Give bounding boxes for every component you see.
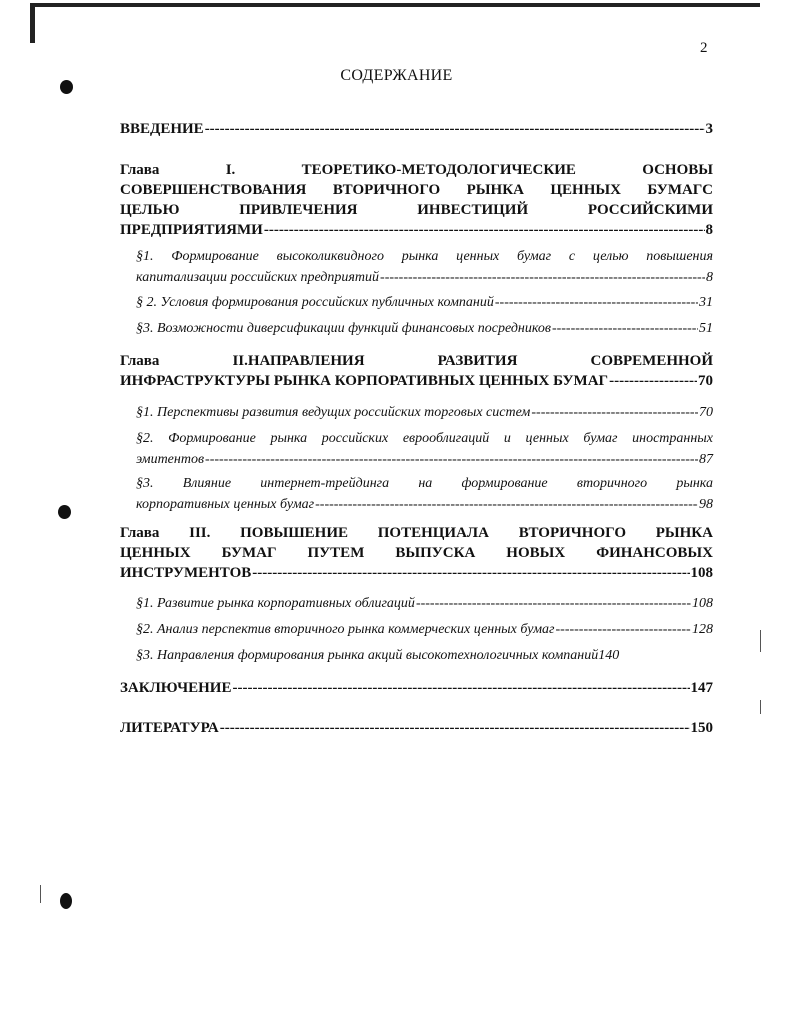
punch-hole-mark bbox=[58, 505, 71, 519]
entry-page: 128 bbox=[692, 622, 713, 637]
entry-title-line: ЦЕЛЬЮ ПРИВЛЕЧЕНИЯ ИНВЕСТИЦИЙ РОССИЙСКИМИ bbox=[120, 202, 713, 218]
toc-entry-conclusion[interactable] bbox=[120, 678, 713, 698]
entry-page: 51 bbox=[699, 321, 713, 336]
toc-entry-ch3-section-3[interactable] bbox=[136, 645, 713, 666]
entry-page: 70 bbox=[698, 373, 713, 389]
dot-leader bbox=[609, 371, 697, 391]
toc-heading: СОДЕРЖАНИЕ bbox=[340, 67, 453, 84]
entry-page: 8 bbox=[705, 222, 713, 238]
entry-title: §3. Направления формирования рынка акций высокотехнологичных компаний bbox=[136, 648, 599, 663]
dot-leader bbox=[252, 563, 689, 583]
entry-title-line: §2. Формирование рынка российских еврооблигаций и ценных бумаг иностранных bbox=[136, 431, 713, 446]
entry-title: §2. Анализ перспектив вторичного рынка коммерческих ценных бумаг bbox=[136, 622, 555, 637]
entry-page: 108 bbox=[690, 565, 713, 581]
scan-mark bbox=[760, 700, 761, 714]
entry-page: 87 bbox=[699, 452, 713, 467]
entry-title-line: эмитентов bbox=[136, 452, 205, 467]
entry-page: 31 bbox=[699, 295, 713, 310]
entry-page: 147 bbox=[690, 680, 713, 696]
entry-title: § 2. Условия формирования российских публичных компаний bbox=[136, 295, 494, 310]
entry-title-line: капитализации российских предприятий bbox=[136, 270, 380, 285]
dot-leader bbox=[264, 220, 705, 240]
page-number: 2 bbox=[700, 40, 708, 56]
toc-entry-ch1-section-1[interactable] bbox=[136, 246, 713, 288]
scan-mark bbox=[40, 885, 41, 903]
toc-entry-ch2-section-3[interactable] bbox=[136, 473, 713, 515]
entry-title: ЗАКЛЮЧЕНИЕ bbox=[120, 680, 232, 696]
dot-leader bbox=[315, 494, 698, 515]
entry-title-line: ИНФРАСТРУКТУРЫ РЫНКА КОРПОРАТИВНЫХ ЦЕННЫХ БУМАГ bbox=[120, 373, 609, 389]
entry-title-line: ИНСТРУМЕНТОВ bbox=[120, 565, 252, 581]
toc-entry-intro[interactable] bbox=[120, 119, 713, 139]
dot-leader bbox=[552, 318, 698, 339]
punch-hole-mark bbox=[60, 893, 72, 909]
dot-leader bbox=[205, 449, 698, 470]
scan-edge-top bbox=[30, 3, 760, 7]
toc-entry-ch2-section-2[interactable] bbox=[136, 428, 713, 470]
entry-title: ЛИТЕРАТУРА bbox=[120, 720, 219, 736]
toc-entry-ch1-section-2[interactable] bbox=[136, 292, 713, 313]
dot-leader bbox=[232, 678, 689, 698]
entry-page: 140 bbox=[598, 648, 620, 663]
toc-entry-ch1-section-3[interactable] bbox=[136, 318, 713, 339]
entry-title-line: Глава III. ПОВЫШЕНИЕ ПОТЕНЦИАЛА ВТОРИЧНОГО РЫНКА bbox=[120, 525, 713, 541]
entry-page: 3 bbox=[705, 121, 713, 137]
entry-title-line: Глава I. ТЕОРЕТИКО-МЕТОДОЛОГИЧЕСКИЕ ОСНОВЫ bbox=[120, 162, 713, 178]
entry-title: §1. Развитие рынка корпоративных облигаций bbox=[136, 596, 415, 611]
entry-page: 108 bbox=[692, 596, 713, 611]
toc-entry-chapter-2[interactable] bbox=[120, 351, 713, 391]
entry-title-line: корпоративных ценных бумаг bbox=[136, 497, 315, 512]
entry-page: 8 bbox=[706, 270, 713, 285]
toc-entry-ch2-section-1[interactable] bbox=[136, 402, 713, 423]
dot-leader bbox=[495, 292, 698, 313]
dot-leader bbox=[531, 402, 698, 423]
entry-title-line: ЦЕННЫХ БУМАГ ПУТЕМ ВЫПУСКА НОВЫХ ФИНАНСОВЫХ bbox=[120, 545, 713, 561]
scan-mark bbox=[760, 630, 761, 652]
entry-title: ВВЕДЕНИЕ bbox=[120, 121, 204, 137]
entry-title-line: СОВЕРШЕНСТВОВАНИЯ ВТОРИЧНОГО РЫНКА ЦЕННЫХ БУМАГС bbox=[120, 182, 713, 198]
entry-title-line: Глава II.НАПРАВЛЕНИЯ РАЗВИТИЯ СОВРЕМЕННОЙ bbox=[120, 353, 713, 369]
entry-title-line: §3. Влияние интернет-трейдинга на формирование вторичного рынка bbox=[136, 476, 713, 491]
toc-entry-chapter-1[interactable] bbox=[120, 160, 713, 240]
entry-title-line: ПРЕДПРИЯТИЯМИ bbox=[120, 222, 263, 238]
scan-edge-left bbox=[30, 3, 35, 43]
entry-page: 150 bbox=[690, 720, 713, 736]
dot-leader bbox=[556, 619, 692, 640]
toc-entry-ch3-section-1[interactable] bbox=[136, 593, 713, 614]
dot-leader bbox=[220, 718, 690, 738]
dot-leader bbox=[416, 593, 691, 614]
toc-entry-chapter-3[interactable] bbox=[120, 523, 713, 583]
entry-title: §1. Перспективы развития ведущих российских торговых систем bbox=[136, 405, 531, 420]
toc-entry-ch3-section-2[interactable] bbox=[136, 619, 713, 640]
toc-entry-literature[interactable] bbox=[120, 718, 713, 738]
entry-title-line: §1. Формирование высоколиквидного рынка ценных бумаг с целью повышения bbox=[136, 249, 713, 264]
entry-page: 70 bbox=[699, 405, 713, 420]
dot-leader bbox=[380, 267, 705, 288]
entry-page: 98 bbox=[699, 497, 713, 512]
entry-title: §3. Возможности диверсификации функций финансовых посредников bbox=[136, 321, 551, 336]
dot-leader bbox=[205, 119, 705, 139]
